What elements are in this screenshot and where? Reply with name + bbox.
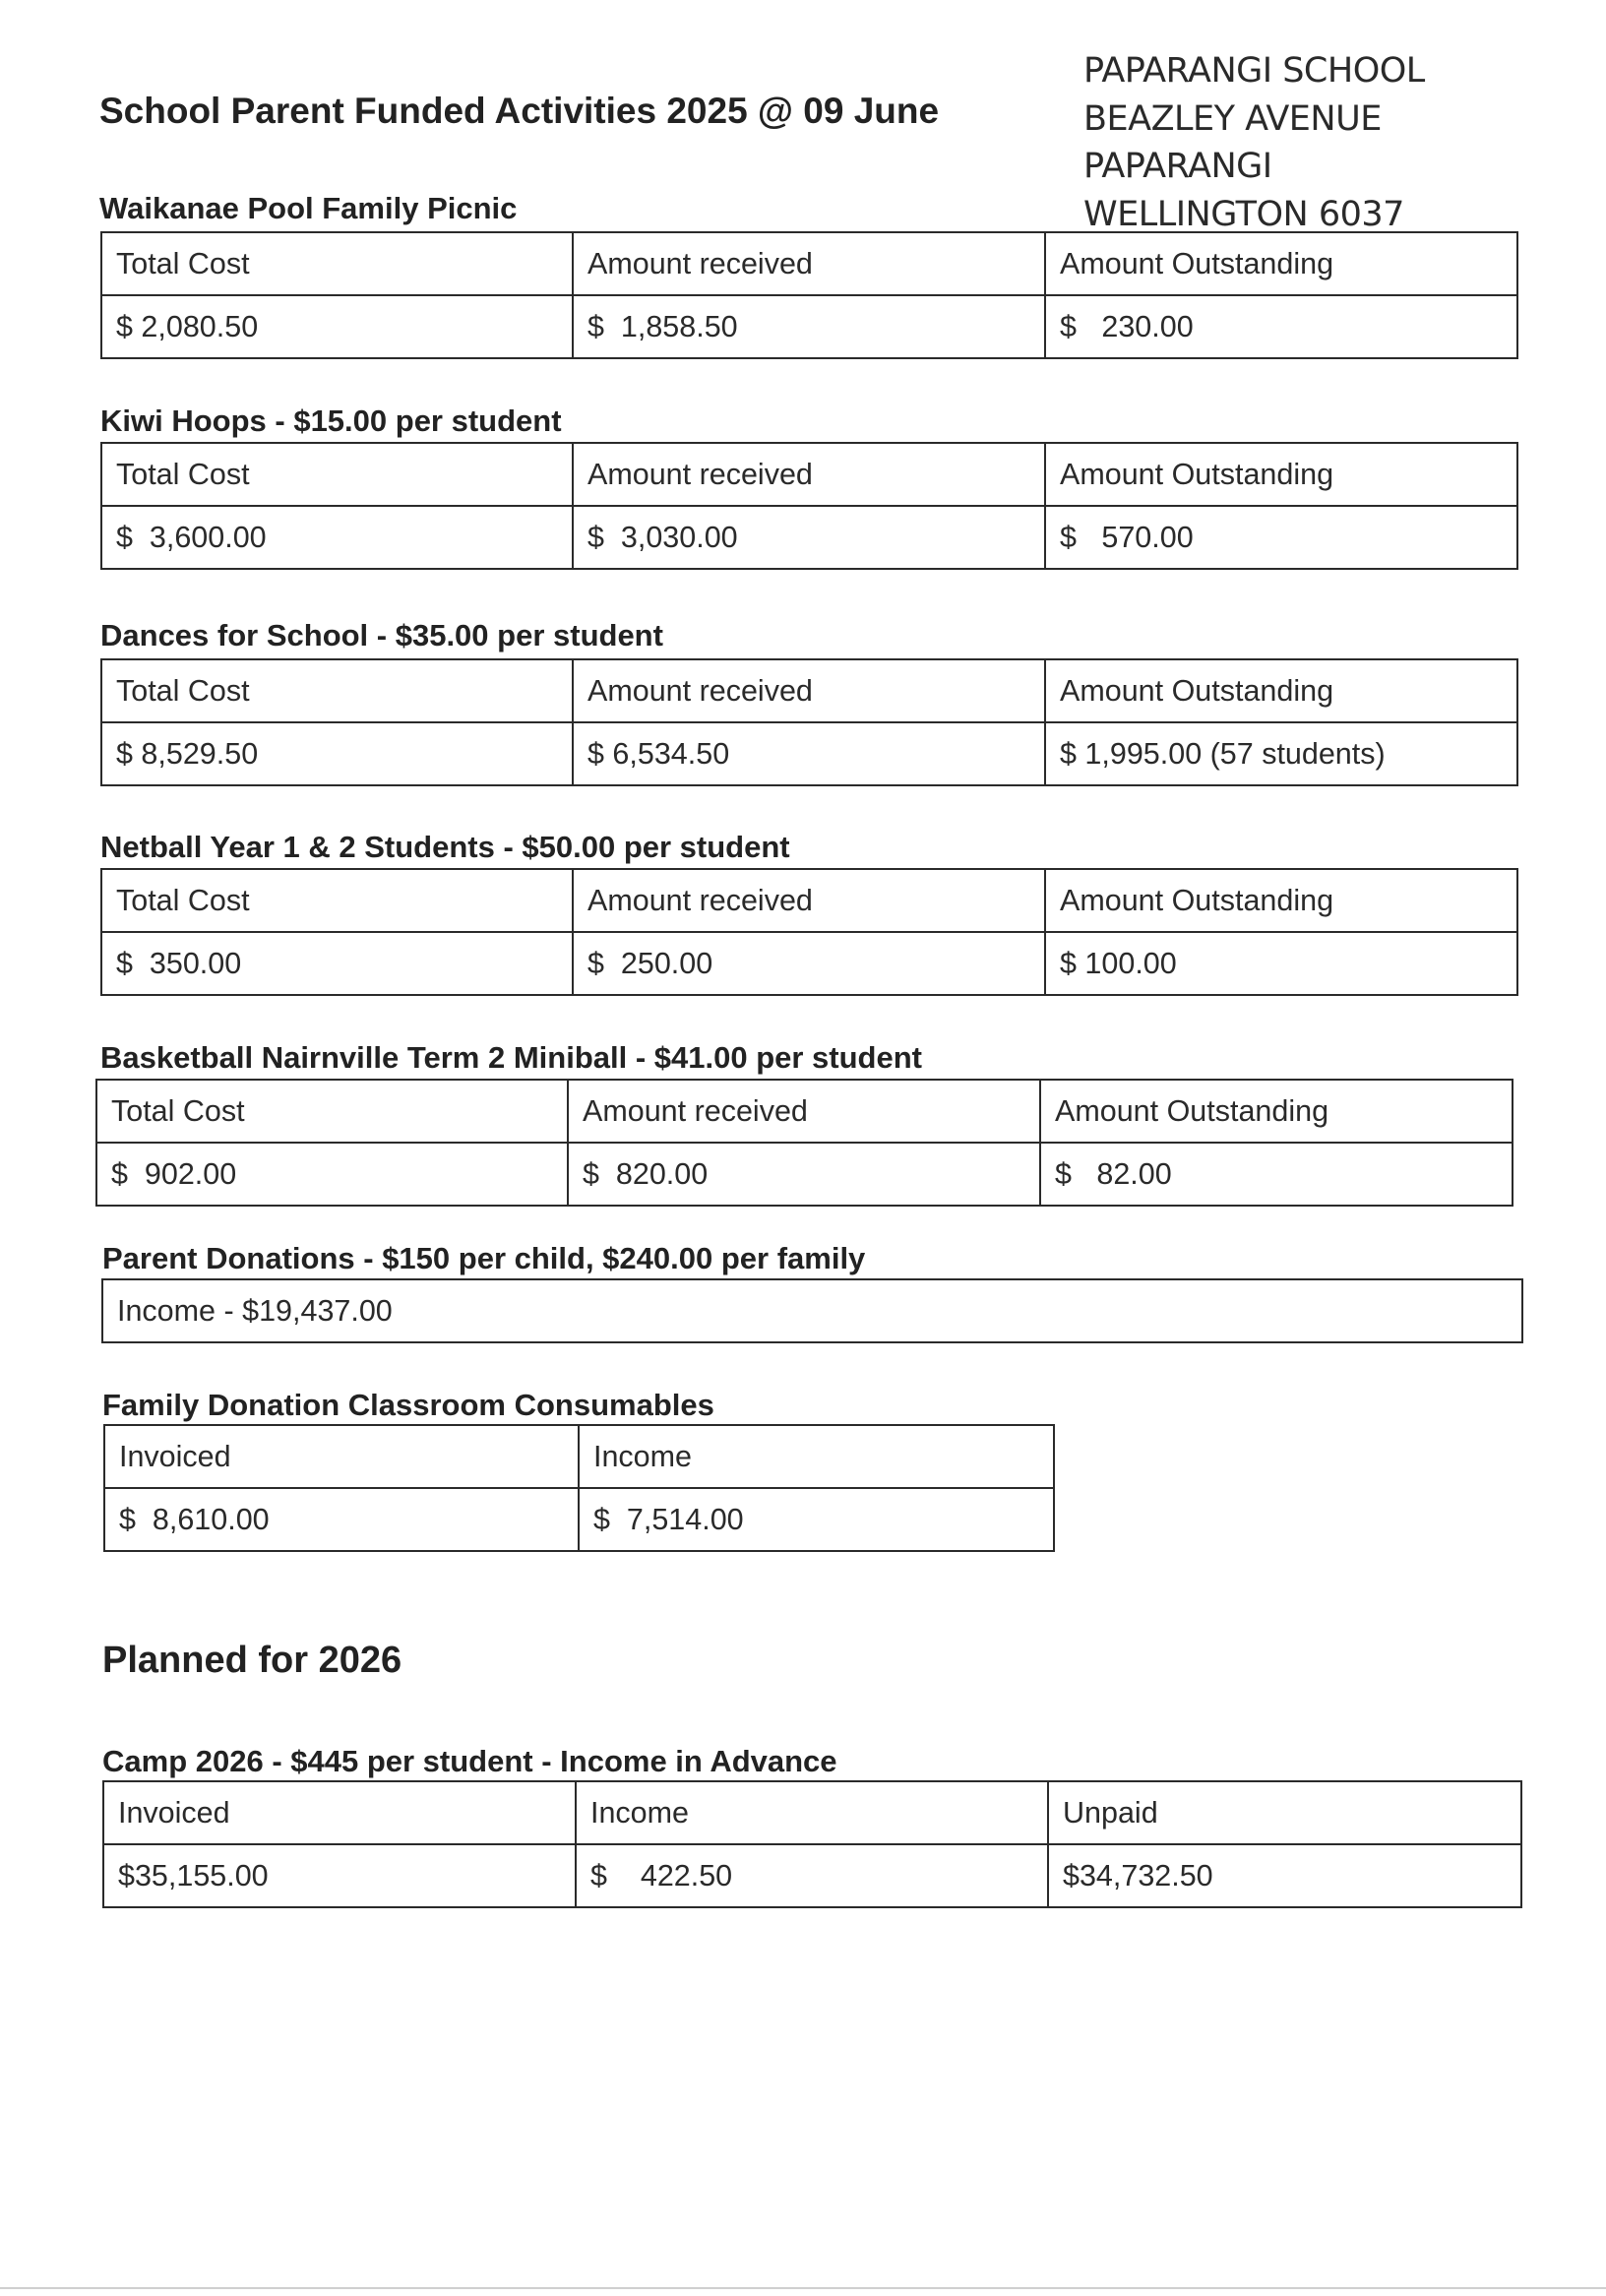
section-title: Camp 2026 - $445 per student - Income in Advance <box>102 1744 837 1778</box>
value-cell: $ 82.00 <box>1040 1143 1513 1206</box>
table-row <box>103 1844 1521 1907</box>
value-cell: $ 1,995.00 (57 students) <box>1045 722 1517 785</box>
section-title: Parent Donations - $150 per child, $240.00 per family <box>102 1241 866 1275</box>
header-cell: Total Cost <box>101 232 573 295</box>
address-line: WELLINGTON 6037 <box>1083 194 1404 234</box>
value-cell: $ 820.00 <box>568 1143 1040 1206</box>
table-parent-donations <box>101 1278 1523 1343</box>
table-row <box>101 295 1517 358</box>
table-row <box>101 659 1517 722</box>
value-cell: Income - $19,437.00 <box>102 1279 1522 1342</box>
table-row <box>101 443 1517 506</box>
value-cell: $34,732.50 <box>1048 1844 1521 1907</box>
table-row <box>96 1143 1513 1206</box>
planned-heading: Planned for 2026 <box>102 1640 402 1681</box>
table-kiwi-hoops <box>100 442 1518 570</box>
header-cell: Amount received <box>573 869 1045 932</box>
table-row <box>101 869 1517 932</box>
header-cell: Amount Outstanding <box>1045 869 1517 932</box>
section-title: Dances for School - $35.00 per student <box>100 618 663 652</box>
document-title: School Parent Funded Activities 2025 @ 09 June <box>99 91 940 131</box>
header-cell: Income <box>579 1425 1054 1488</box>
address-line: PAPARANGI SCHOOL <box>1083 51 1425 91</box>
value-cell: $ 3,600.00 <box>101 506 573 569</box>
header-cell: Invoiced <box>104 1425 579 1488</box>
page-bottom-edge <box>0 2287 1606 2289</box>
section-title: Family Donation Classroom Consumables <box>102 1388 714 1422</box>
address-line: BEAZLEY AVENUE <box>1083 98 1382 139</box>
value-cell: $ 902.00 <box>96 1143 568 1206</box>
value-cell: $ 570.00 <box>1045 506 1517 569</box>
section-title: Waikanae Pool Family Picnic <box>99 191 518 225</box>
table-row <box>103 1781 1521 1844</box>
value-cell: $ 350.00 <box>101 932 573 995</box>
table-classroom-consumables <box>103 1424 1055 1552</box>
header-cell: Total Cost <box>101 443 573 506</box>
table-camp-2026 <box>102 1780 1522 1908</box>
table-waikanae-picnic <box>100 231 1518 359</box>
table-dances-for-school <box>100 658 1518 786</box>
section-title: Basketball Nairnville Term 2 Miniball - $41.00 per student <box>100 1040 922 1075</box>
header-cell: Amount received <box>573 659 1045 722</box>
value-cell: $ 8,529.50 <box>101 722 573 785</box>
value-cell: $ 230.00 <box>1045 295 1517 358</box>
header-cell: Amount Outstanding <box>1045 232 1517 295</box>
value-cell: $ 2,080.50 <box>101 295 573 358</box>
header-cell: Amount received <box>573 232 1045 295</box>
value-cell: $ 250.00 <box>573 932 1045 995</box>
table-row <box>104 1425 1054 1488</box>
header-cell: Total Cost <box>101 869 573 932</box>
header-cell: Unpaid <box>1048 1781 1521 1844</box>
table-row <box>102 1279 1522 1342</box>
school-address <box>1083 47 1425 238</box>
address-line: PAPARANGI <box>1083 147 1272 186</box>
header-cell: Amount received <box>568 1080 1040 1143</box>
table-row <box>101 506 1517 569</box>
header-cell: Total Cost <box>96 1080 568 1143</box>
table-row <box>101 932 1517 995</box>
header-cell: Amount Outstanding <box>1045 659 1517 722</box>
header-cell: Amount Outstanding <box>1040 1080 1513 1143</box>
section-title: Kiwi Hoops - $15.00 per student <box>100 403 562 438</box>
value-cell: $ 8,610.00 <box>104 1488 579 1551</box>
header-cell: Invoiced <box>103 1781 576 1844</box>
value-cell: $ 6,534.50 <box>573 722 1045 785</box>
value-cell: $ 7,514.00 <box>579 1488 1054 1551</box>
table-row <box>101 722 1517 785</box>
value-cell: $ 3,030.00 <box>573 506 1045 569</box>
header-cell: Total Cost <box>101 659 573 722</box>
value-cell: $ 422.50 <box>576 1844 1048 1907</box>
table-row <box>104 1488 1054 1551</box>
section-title: Netball Year 1 & 2 Students - $50.00 per student <box>100 830 790 864</box>
table-basketball <box>95 1079 1513 1207</box>
table-row <box>96 1080 1513 1143</box>
table-netball <box>100 868 1518 996</box>
header-cell: Amount Outstanding <box>1045 443 1517 506</box>
header-cell: Income <box>576 1781 1048 1844</box>
value-cell: $ 1,858.50 <box>573 295 1045 358</box>
header-cell: Amount received <box>573 443 1045 506</box>
value-cell: $35,155.00 <box>103 1844 576 1907</box>
value-cell: $ 100.00 <box>1045 932 1517 995</box>
table-row <box>101 232 1517 295</box>
